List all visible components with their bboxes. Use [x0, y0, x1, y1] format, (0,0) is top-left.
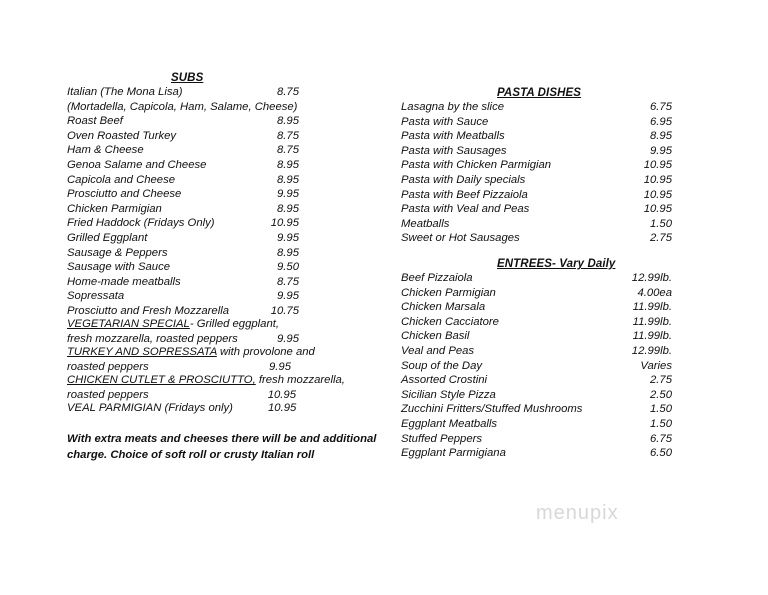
- pasta-item-price: 10.95: [643, 159, 672, 172]
- entree-item-name: Beef Pizzaiola: [401, 272, 473, 284]
- special-description-line-2: fresh mozzarella, roasted peppers: [67, 332, 238, 345]
- special-price: 10.95: [267, 388, 296, 401]
- subs-heading: SUBS: [171, 72, 204, 84]
- special-title-line: [67, 374, 345, 386]
- entree-item-price: 11.99lb.: [632, 301, 672, 314]
- sub-item-name: Prosciutto and Fresh Mozzarella: [67, 305, 229, 317]
- special-title: VEGETARIAN SPECIAL: [67, 318, 190, 330]
- sub-item-price: 9.95: [277, 290, 299, 303]
- pasta-item-price: 1.50: [650, 217, 672, 230]
- entree-item-name: Zucchini Fritters/Stuffed Mushrooms: [401, 403, 583, 416]
- sub-item-price: 8.95: [277, 115, 299, 128]
- entree-item-name: Chicken Parmigian: [401, 286, 496, 299]
- special-title: CHICKEN CUTLET & PROSCIUTTO,: [67, 374, 256, 386]
- entree-item-price: 6.50: [650, 447, 672, 460]
- sub-item-name: Sausage with Sauce: [67, 261, 170, 274]
- pasta-item-name: Pasta with Beef Pizzaiola: [401, 188, 528, 201]
- special-price: 9.95: [277, 332, 299, 345]
- pasta-item-name: Meatballs: [401, 217, 450, 230]
- sub-item-price: 9.95: [277, 232, 299, 244]
- pasta-item-price: 9.95: [650, 144, 672, 157]
- pasta-item-name: Pasta with Daily specials: [401, 174, 526, 186]
- entree-item-price: 1.50: [650, 418, 672, 430]
- entree-item-price: 6.75: [650, 432, 672, 445]
- menupix-watermark: menupix: [536, 502, 619, 524]
- pasta-heading: PASTA DISHES: [497, 87, 582, 99]
- sub-item-price: 10.95: [270, 217, 299, 230]
- entree-item-name: Soup of the Day: [401, 359, 483, 372]
- sub-item-name: Ham & Cheese: [67, 144, 144, 157]
- entree-item-price: 2.50: [650, 388, 672, 401]
- subs-note-line-2: charge. Choice of soft roll or crusty Italian roll: [67, 449, 315, 461]
- pasta-item-price: 2.75: [650, 232, 672, 245]
- special-price: 9.95: [269, 360, 291, 373]
- entree-item-name: Stuffed Peppers: [401, 432, 483, 445]
- special-description-line-2: roasted peppers: [67, 360, 149, 373]
- sub-item-price: 8.95: [277, 202, 299, 215]
- pasta-item-price: 10.95: [643, 174, 672, 186]
- pasta-item-name: Pasta with Sausages: [401, 144, 507, 157]
- entree-item-name: Chicken Basil: [401, 330, 470, 343]
- sub-item-name: Sopressata: [67, 290, 125, 303]
- entree-item-price: 4.00ea: [637, 286, 672, 299]
- entree-item-name: Chicken Marsala: [401, 301, 486, 314]
- sub-item-price: 8.95: [277, 159, 299, 171]
- sub-item-price: 8.75: [277, 144, 299, 157]
- sub-item-name: Fried Haddock (Fridays Only): [67, 217, 215, 230]
- pasta-item-name: Pasta with Chicken Parmigian: [401, 159, 552, 172]
- pasta-item-name: Sweet or Hot Sausages: [401, 232, 520, 245]
- sub-item-name: Roast Beef: [67, 115, 123, 128]
- sub-item-name: Grilled Eggplant: [67, 232, 148, 244]
- entree-item-name: Eggplant Parmigiana: [401, 447, 506, 460]
- special-title-line: [67, 318, 279, 330]
- sub-item-price: 10.95: [268, 402, 297, 414]
- pasta-item-name: Pasta with Meatballs: [401, 130, 505, 143]
- special-description: - Grilled eggplant,: [189, 318, 280, 330]
- pasta-item-price: 6.75: [650, 101, 672, 113]
- subs-note-line-1: With extra meats and cheeses there will be and additional: [67, 433, 377, 445]
- pasta-item-price: 8.95: [650, 130, 672, 143]
- pasta-item-name: Pasta with Veal and Peas: [401, 203, 530, 216]
- entree-item-price: Varies: [640, 359, 672, 372]
- special-description: fresh mozzarella,: [255, 374, 345, 386]
- sub-item-price: 9.50: [277, 261, 299, 274]
- entree-item-price: 11.99lb.: [632, 330, 672, 343]
- entree-item-price: 2.75: [650, 374, 672, 387]
- entree-item-name: Veal and Peas: [401, 345, 475, 357]
- sub-item-name: Sausage & Peppers: [67, 246, 168, 259]
- special-description: with provolone and: [216, 346, 315, 358]
- sub-item-price: 8.75: [277, 86, 299, 98]
- pasta-item-name: Pasta with Sauce: [401, 115, 489, 128]
- sub-item-price: 8.75: [277, 129, 299, 142]
- sub-item-name: Oven Roasted Turkey: [67, 129, 177, 142]
- entree-item-price: 12.99lb.: [631, 345, 672, 357]
- sub-item-price: 8.75: [277, 275, 299, 288]
- sub-item-price: 8.95: [277, 173, 299, 186]
- entree-item-price: 1.50: [650, 403, 672, 416]
- entree-item-name: Sicilian Style Pizza: [401, 388, 496, 401]
- entree-item-name: Eggplant Meatballs: [401, 418, 498, 430]
- sub-item-name: Genoa Salame and Cheese: [67, 159, 207, 171]
- pasta-item-name: Lasagna by the slice: [401, 101, 504, 113]
- sub-item-name: Capicola and Cheese: [67, 173, 176, 186]
- sub-item-name: Home-made meatballs: [67, 275, 181, 288]
- sub-item-name: Prosciutto and Cheese: [67, 188, 182, 201]
- entree-item-price: 12.99lb.: [631, 272, 672, 284]
- pasta-item-price: 10.95: [643, 188, 672, 201]
- entree-item-price: 11.99lb.: [632, 315, 672, 328]
- sub-item-name: Italian (The Mona Lisa): [67, 86, 183, 98]
- sub-item-price: 8.95: [277, 246, 299, 259]
- sub-item-price: 10.75: [270, 305, 299, 317]
- sub-item-name: Chicken Parmigian: [67, 202, 162, 215]
- sub-item-name: VEAL PARMIGIAN (Fridays only): [67, 402, 233, 414]
- pasta-item-price: 6.95: [650, 115, 672, 128]
- special-description-line-2: roasted peppers: [67, 388, 149, 401]
- pasta-item-price: 10.95: [643, 203, 672, 216]
- sub-item-name: (Mortadella, Capicola, Ham, Salame, Cheese): [67, 100, 298, 113]
- special-title: TURKEY AND SOPRESSATA: [67, 346, 217, 358]
- entree-item-name: Assorted Crostini: [401, 374, 488, 387]
- subs-note: [67, 431, 376, 463]
- entree-item-name: Chicken Cacciatore: [401, 315, 499, 328]
- sub-item-price: 9.95: [277, 188, 299, 201]
- entrees-heading: ENTREES- Vary Daily: [497, 258, 616, 270]
- special-title-line: [67, 346, 315, 358]
